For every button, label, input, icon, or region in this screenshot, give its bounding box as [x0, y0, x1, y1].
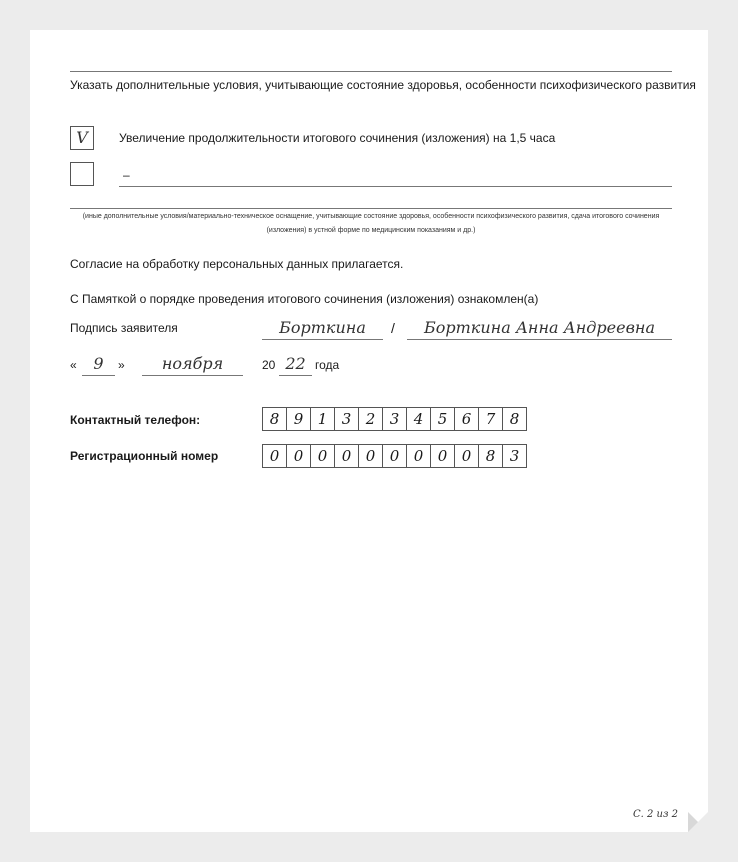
phone-digit[interactable]: 1: [311, 407, 335, 431]
phone-label: Контактный телефон:: [70, 413, 201, 427]
option-label-1: Увеличение продолжительности итогового сочинения (изложения) на 1,5 часа: [119, 131, 556, 145]
registration-digit-boxes[interactable]: [262, 444, 527, 468]
date-open-quote: «: [70, 358, 77, 372]
phone-digit[interactable]: 7: [479, 407, 503, 431]
date-year-field[interactable]: 22: [279, 352, 312, 376]
registration-digit[interactable]: 0: [359, 444, 383, 468]
registration-digit[interactable]: 0: [431, 444, 455, 468]
phone-digit[interactable]: 8: [503, 407, 527, 431]
full-name-field[interactable]: Борткина Анна Андреевна: [407, 316, 672, 340]
option-checkbox-2[interactable]: [70, 162, 94, 186]
form-page: [30, 30, 708, 832]
signature-label: Подпись заявителя: [70, 321, 178, 335]
registration-digit[interactable]: 0: [287, 444, 311, 468]
registration-digit[interactable]: 0: [335, 444, 359, 468]
signature-field[interactable]: Борткина: [262, 316, 383, 340]
footnote-text: (иные дополнительные условия/материально-техническое оснащение, учитывающие состояние здоровья, особенности психофизического развития, сдача итогового сочинения (изложения) в устной форме по медицинским показаниям и др.): [82, 213, 660, 234]
registration-digit[interactable]: 0: [311, 444, 335, 468]
memo-text: С Памяткой о порядке проведения итогового сочинения (изложения) ознакомлен(а): [70, 292, 539, 306]
phone-digit[interactable]: 3: [383, 407, 407, 431]
page-corner-mask: [688, 812, 708, 832]
option-checkbox-1[interactable]: V: [70, 126, 94, 150]
date-day-field[interactable]: 9: [82, 352, 115, 376]
phone-digit[interactable]: 6: [455, 407, 479, 431]
header-text: Указать дополнительные условия, учитывающие состояние здоровья, особенности психофизического развития: [70, 78, 696, 92]
phone-digit[interactable]: 4: [407, 407, 431, 431]
registration-digit[interactable]: 0: [263, 444, 287, 468]
date-month-field[interactable]: ноября: [142, 352, 243, 376]
registration-digit[interactable]: 3: [503, 444, 527, 468]
date-year-prefix: 20: [262, 358, 276, 372]
registration-digit[interactable]: 8: [479, 444, 503, 468]
phone-digit[interactable]: 3: [335, 407, 359, 431]
phone-digit[interactable]: 5: [431, 407, 455, 431]
top-rule: [70, 71, 672, 72]
registration-digit[interactable]: 0: [407, 444, 431, 468]
option-2-underline: [119, 186, 672, 187]
consent-text: Согласие на обработку персональных данных прилагается.: [70, 257, 404, 271]
phone-digit-boxes[interactable]: [262, 407, 527, 431]
registration-label: Регистрационный номер: [70, 449, 219, 463]
date-close-quote: »: [118, 358, 125, 372]
page-number: С. 2 из 2: [633, 809, 678, 820]
registration-digit[interactable]: 0: [383, 444, 407, 468]
phone-digit[interactable]: 8: [263, 407, 287, 431]
registration-digit[interactable]: 0: [455, 444, 479, 468]
phone-digit[interactable]: 2: [359, 407, 383, 431]
date-year-word: года: [315, 358, 340, 372]
footnote-rule: [70, 208, 672, 209]
signature-separator: /: [391, 320, 395, 336]
option-label-2: –: [123, 168, 130, 182]
phone-digit[interactable]: 9: [287, 407, 311, 431]
